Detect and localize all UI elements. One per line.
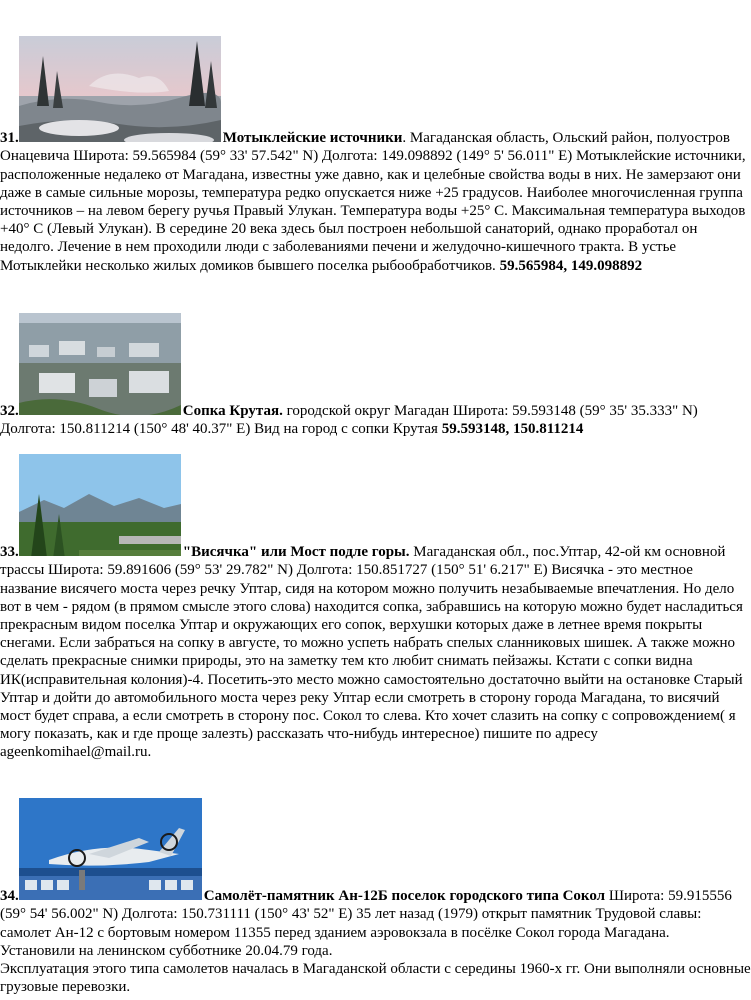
entry-34-title: Самолёт-памятник Ан-12Б поселок городского типа Сокол (203, 888, 606, 905)
airplane-monument-photo (19, 780, 202, 900)
entry-31-title: Мотыклейские источники (222, 130, 403, 147)
entry-33-number: 33. (0, 544, 19, 561)
entry-32-coords: 59.593148, 150.811214 (441, 421, 584, 438)
entry-34-body: Широта: 59.915556 (59° 54' 56.002" N) Долгота: 150.731111 (150° 43' 52" E) 35 лет назад (1979) открыт памятник Трудовой славы: самолет Ан-12 с бортовым номером 11355 перед зданием аэровокзала в посёлке Сокол города Магадана. (0, 888, 732, 941)
city-view-photo (19, 295, 181, 415)
entry-32-text (0, 277, 751, 439)
entry-33 (0, 418, 751, 762)
entry-31-text (0, 0, 751, 275)
hot-springs-photo (19, 18, 221, 142)
entry-33-title: "Висячка" или Мост подле горы. (182, 544, 410, 561)
entry-32-title: Сопка Крутая. (182, 403, 283, 420)
entry-31-number: 31. (0, 130, 19, 147)
entry-32-body: городской округ Магадан Широта: 59.593148 (59° 35' 35.333" N) Долгота: 150.811214 (150° 48' 40.37" E) Вид на город с сопки Крутая (0, 403, 698, 438)
entry-33-text (0, 418, 751, 762)
entry-31 (0, 0, 751, 275)
entry-31-body: . Магаданская область, Ольский район, полуостров Онацевича Широта: 59.565984 (59° 33' 57.542" N) Долгота: 149.098892 (149° 5' 56.011" E) Мотыклейские источники, расположенные недалеко от Магадана, известны уже давно, как и целебные свойства воды в них. Не замерзают они даже в самые сильные морозы, температура редко опускается ниже +25 градусов. Наиболее многочисленная группа источников – на левом берегу ручья Правый Улукан. Температура воды +25° С. Максимальная температура выходов +40° С (Левый Улукан). В середине 20 века здесь был построен небольшой санаторий, однако проработал он недолго. Лечение в нем проходили люди с заболеваниями печени и желудочно-кишечного тракта. В устье Мотыклейки несколько жилых домиков бывшего поселка рыбообработчиков. (0, 130, 746, 274)
mountain-bridge-photo (19, 436, 181, 556)
entry-32-number: 32. (0, 403, 19, 420)
entry-34-extra-1: Установили на ленинском субботнике 20.04.79 года. (0, 942, 333, 959)
entry-34-text (0, 762, 751, 942)
entry-33-body: Магаданская обл., пос.Уптар, 42-ой км основной трассы Широта: 59.891606 (59° 53' 29.782" N) Долгота: 150.851727 (150° 51' 6.217" E) Висячка - это местное название висячего моста через речку Уптар, сидя на котором можно получить незабываемые впечатления. Но дело вот в чем - рядом (в прямом смысле этого слова) находится сопка, забравшись на которую можно будет насладиться прекрасным видом поселка Уптар и окружающих его сопок, верхушки которых даже в летнее время покрыты снегами. Если забраться на сопку в августе, то можно успеть набрать спелых сланниковых шишек. А также можно сделать прекрасные снимки природы, это на заметку тем кто любит снимать пейзажы. Кстати с сопки видна ИК(исправительная колония)-4. Посетить-это место можно самостоятельно достаточно выйти на остановке Старый Уптар и дойти до автомобильного моста через реку Уптар если смотреть в сторону города Магадана, то висячий мост будет справа, а если смотреть в сторону пос. Сокол то слева. Кто хочет слазить на сопку с сопровождением( я могу показать, как и где проще залезть) рассказать что-нибудь интересное) пишите по адресу ageenkomihael@mail.ru. (0, 544, 743, 761)
entry-34-number: 34. (0, 888, 19, 905)
entry-34 (0, 762, 751, 996)
entry-34-extra-2: Эксплуатация этого типа самолетов началась в Магаданской области с середины 1960-х гг. Они выполняли основные грузовые перевозки. (0, 961, 751, 996)
entry-32 (0, 277, 751, 439)
entry-31-coords: 59.565984, 149.098892 (499, 257, 643, 274)
